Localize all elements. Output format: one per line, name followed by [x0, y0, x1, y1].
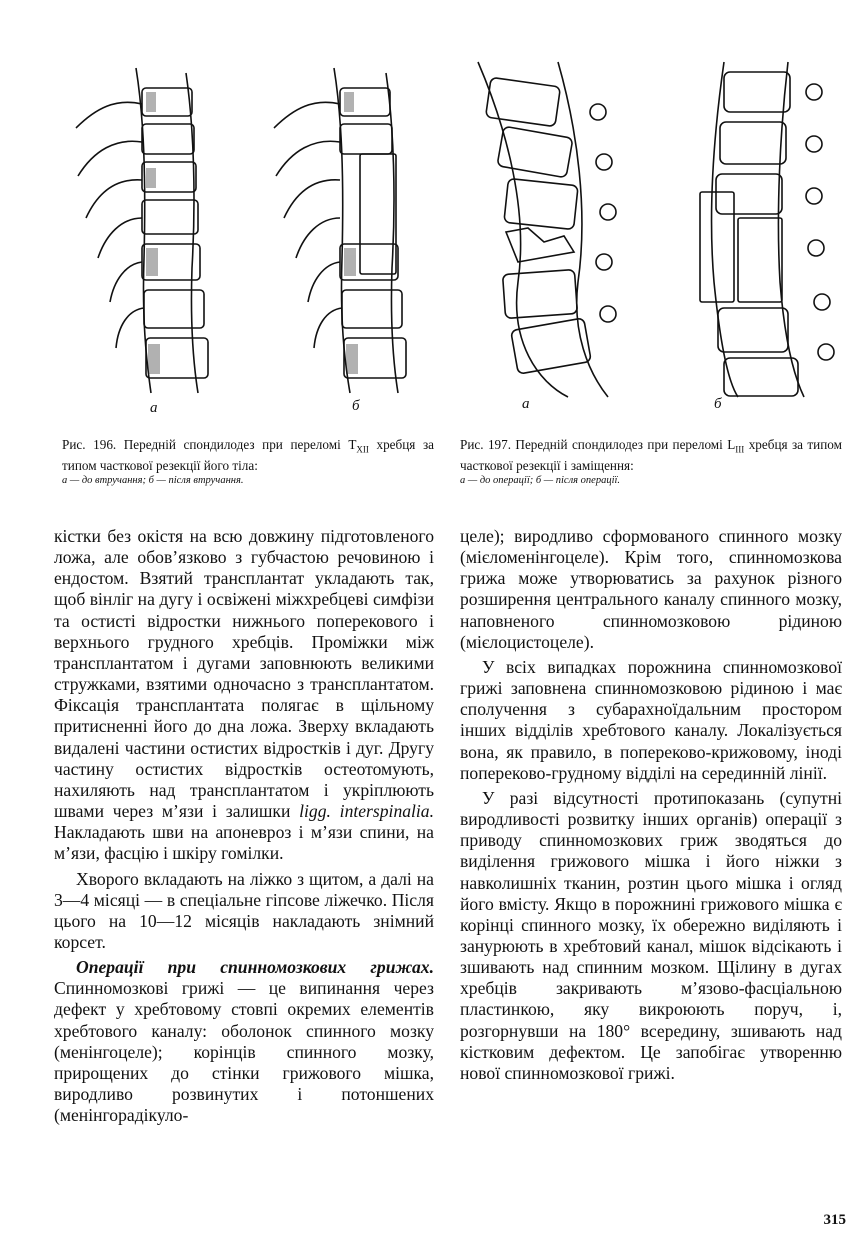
right-paragraph-3: У разі відсутності протипоказань (супутні виродливості розвитку інших органів) операції з приводу спинномозкових гриж зводяться до виділення грижового мішка і його ніжки з навколишніх тканин, розтин цього мішка і огляд його вмісту. Якщо в порожнині грижового мішка є корінці спинного мозку, їх обережно виділяють і занурюють в хребтовий канал, мішок відсікають і зшивають над спинним мозком. Щілину в дугах хребців закривають м’язово-фасціальною пластинкою, яку викроюють поруч, і, розгорнувши на 180° всередину, зшивають над кістковим дефектом. Це запобігає утворенню нової спинномозкової грижі.	[460, 787, 842, 1083]
left-paragraph-2: Хворого вкладають на ліжко з щитом, а далі на 3—4 місяці — в спеціальне гіпсове ліжечко. Після цього на 10—12 місяців накладають знімний корсет.	[54, 868, 434, 952]
right-paragraph-2: У всіх випадках порожнина спинномозкової грижі заповнена спинномозковою рідиною і має сполучення з субарахноїдальним простором інших відділів хребтового каналу. Локалізується вона, як правило, в попереково-крижовому, іноді попереково-грудному відділі на серединній лінії.	[460, 656, 842, 783]
figure-196-caption-rest: хребця за типом часткової резекції його тіла:	[62, 437, 435, 473]
figure-197-caption-vertebra: L	[727, 437, 736, 452]
figure-197-caption	[460, 437, 842, 488]
figure-197-caption-rest: хребця за типом часткової резекції і заміщення:	[460, 437, 842, 473]
figure-196-caption-vertebra-sub: XII	[356, 444, 369, 455]
left-paragraph-1-text: кістки без окістя на всю довжину підготовленого ложа, але обов’язково з губчастою речовиною і ендостом. Взятий трансплантат укладають так, щоб вінліг на дугу і освіжені міжхребцеві симфізи та остисті відростки нижнього поперекового і верхнього грудного хребців. Проміжки між трансплантатом і дугами заповнюють великими стружками, взятими одночасно з трансплантатом. Фіксація трансплантата полягає в щільному притисненні його до дна ложа. Зверху вкладають видалені частини остистих відростків і дуг. Другу частину остистих відростків остеотомують, нахиляють над трансплантатом і укріплюють швами через м’язи і залишки	[54, 526, 434, 822]
right-paragraph-1: целе); виродливо сформованого спинного мозку (мієломенінгоцеле). Крім того, спинномозкова грижа може утворюватись за рахунок різного розширення центрального каналу спинного мозку, наповненого спинномозковою рідиною (мієлоцистоцеле).	[460, 526, 842, 652]
left-paragraph-1	[54, 526, 434, 865]
figure-196a-label: а	[150, 400, 158, 416]
figure-196-caption-main: Рис. 196. Передній спондилодез при переломі	[62, 437, 341, 452]
left-paragraph-1-end: Накладають шви на апоневроз і м’язи спини, на м’язи, фасцію і шкіру гомілки.	[54, 822, 434, 864]
figure-196-caption-vertebra: T	[348, 437, 357, 452]
section-heading: Операції при спинномозкових грижах.	[76, 957, 434, 978]
figure-196-caption-sub: а — до втручання; б — після втручання.	[62, 474, 244, 486]
left-paragraph-3-text: Спинномозкові грижі — це випинання через дефект у хребтовому стовпі окремих елементів хребтового каналу: оболонок спинного мозку (менінгоцеле); корінців спинного мозку, прирощених до стінки грижового мішка, виродливо розвинутих і потоншених (менінгорадікуло-	[54, 978, 434, 1126]
figure-197a-spine-illustration	[448, 52, 628, 402]
figure-196b-spine-illustration	[262, 58, 432, 398]
figure-197-caption-sub: а — до операції; б — після операції.	[460, 474, 621, 486]
left-paragraph-1-italic: ligg. interspinalia.	[299, 801, 435, 822]
figure-197b-spine-illustration	[664, 52, 854, 402]
figure-197b-label: б	[714, 396, 722, 412]
page-number: 315	[823, 1212, 846, 1228]
figure-197a-label: а	[522, 396, 530, 412]
figure-196a-spine-illustration	[66, 58, 226, 398]
figure-196b-label: б	[352, 398, 360, 414]
left-text-column	[54, 526, 434, 1126]
figure-196-caption	[62, 437, 434, 488]
figure-197-caption-vertebra-sub: III	[735, 444, 745, 455]
left-paragraph-3	[54, 957, 434, 1126]
figure-197-caption-main: Рис. 197. Передній спондилодез при переломі	[460, 437, 723, 452]
right-text-column	[460, 526, 842, 1084]
